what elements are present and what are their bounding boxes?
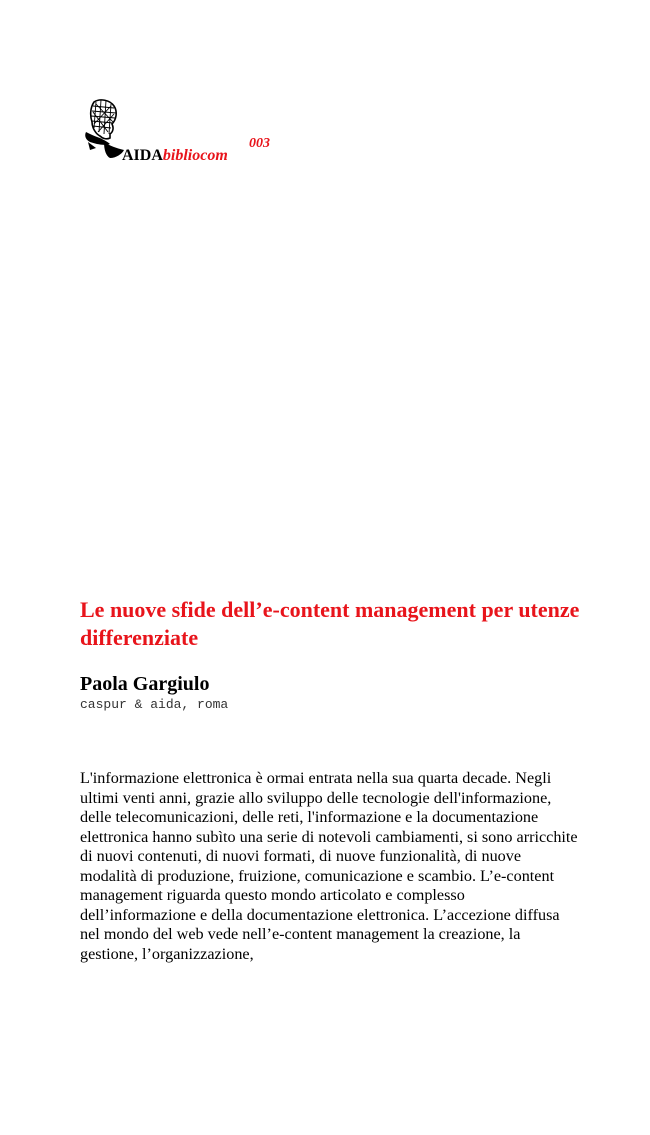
logo-aida-text: AIDA [122,147,163,164]
logo-bibliocom-text: bibliocom [162,147,228,164]
article-body: L'informazione elettronica è ormai entrata nella sua quarta decade. Negli ultimi venti anni, grazie allo sviluppo delle tecnologie dell'informazione, delle telecomunicazioni, delle reti, l'informazione e la documentazione elettronica hanno subìto una serie di notevoli cambiamenti, si sono arricchite di nuovi contenuti, di nuovi formati, di nuove funzionalità, di nuove modalità di produzione, fruizione, comunicazione e scambio. L’e-content management riguarda questo mondo articolato e complesso dell’informazione e della documentazione elettronica. L’accezione diffusa nel mondo del web vede nell’e-content management la creazione, la gestione, l’organizzazione, [80,769,578,963]
article-title: Le nuove sfide dell’e-content management per utenze differenziate [80,597,580,650]
logo-issue-number: 003 [249,136,270,151]
aida-figure-icon [80,98,126,162]
aidabibliocom-logo [80,98,280,168]
logo-wordmark [122,148,228,164]
author-name: Paola Gargiulo [80,673,210,695]
author-affiliation: caspur & aida, roma [80,697,229,712]
